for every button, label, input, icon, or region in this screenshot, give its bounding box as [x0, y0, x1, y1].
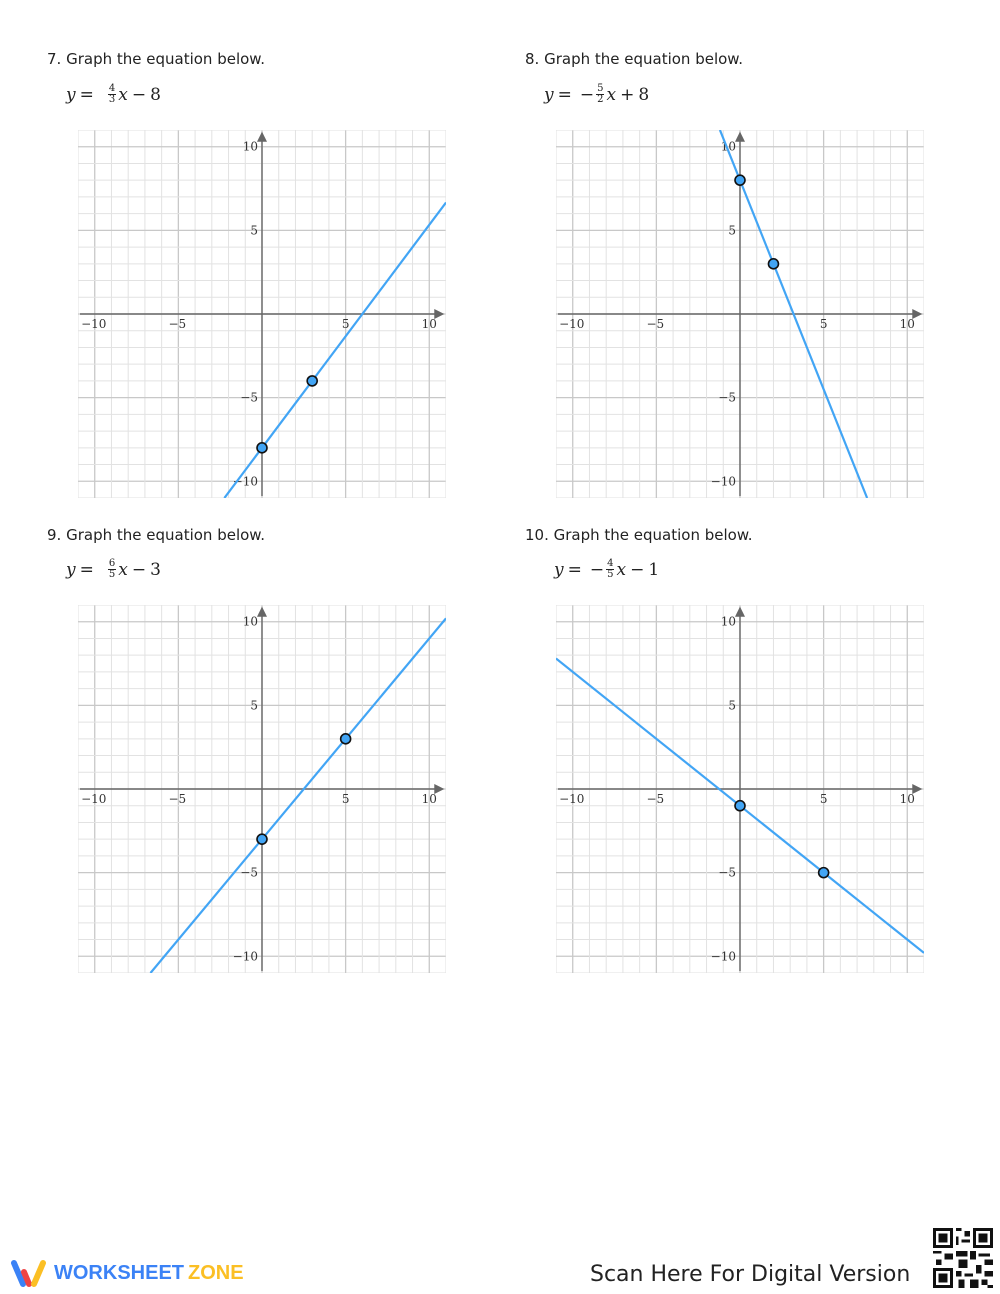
eq-const: 8 [638, 84, 650, 105]
problem-10-title [525, 526, 753, 544]
y-tick-label: 5 [728, 223, 736, 238]
y-tick-label: 10 [242, 139, 258, 154]
x-tick-label: −5 [168, 792, 187, 806]
eq-op: − [630, 559, 645, 580]
plotted-point [341, 734, 351, 744]
graph-7[interactable] [78, 130, 446, 498]
eq-lhs: y [554, 559, 564, 580]
eq-equals: = [567, 559, 582, 580]
eq-fraction: $\frac{4}{3}$ [108, 83, 116, 105]
x-tick-label: −5 [646, 792, 665, 806]
y-tick-label: −10 [710, 949, 736, 964]
eq-const: 3 [150, 559, 161, 580]
scan-text: Scan Here For Digital Version [590, 1262, 911, 1287]
eq-fraction: $\frac{4}{5}$ [607, 558, 614, 580]
eq-const: 1 [648, 559, 660, 580]
y-tick-label: 10 [720, 139, 736, 154]
problem-instruction: Graph the equation below. [544, 50, 743, 68]
problem-instruction: Graph the equation below. [66, 50, 265, 68]
x-tick-label: 10 [899, 317, 915, 331]
y-axis-arrow-icon [257, 132, 267, 142]
x-tick-label: 5 [341, 792, 350, 806]
y-tick-label: 5 [728, 698, 736, 713]
plotted-point [257, 443, 267, 453]
plotted-point [307, 376, 317, 386]
eq-const: 8 [150, 84, 161, 105]
plotted-point [819, 868, 829, 878]
eq-var: x [616, 559, 627, 580]
y-tick-label: 5 [250, 698, 258, 713]
y-tick-label: −5 [240, 865, 258, 880]
x-tick-label: 10 [421, 317, 437, 331]
eq-equals: = [79, 559, 94, 580]
x-tick-label: 10 [421, 792, 437, 806]
problem-number: 8. [525, 50, 540, 68]
plotted-point [735, 175, 745, 185]
y-tick-label: −10 [232, 949, 258, 964]
problem-number: 10. [525, 526, 549, 544]
y-tick-label: −10 [232, 474, 258, 489]
eq-op: − [131, 84, 147, 105]
plotted-point [735, 801, 745, 811]
x-tick-label: −5 [646, 317, 665, 331]
problem-8-title [525, 50, 743, 68]
y-tick-label: 10 [242, 614, 258, 629]
eq-fraction: $\frac{5}{2}$ [597, 83, 604, 105]
x-tick-label: −10 [81, 317, 107, 331]
eq-sign: − [589, 559, 605, 580]
x-tick-label: 5 [819, 792, 828, 806]
qr-code-icon[interactable] [933, 1228, 993, 1288]
graph-9[interactable] [78, 605, 446, 973]
worksheet-zone-logo [10, 1258, 244, 1288]
problem-9-title [47, 526, 265, 544]
problem-7-title [47, 50, 265, 68]
logo-w-icon [10, 1258, 48, 1288]
graph-10[interactable] [556, 605, 924, 973]
problem-7-equation [66, 84, 161, 105]
eq-lhs: y [544, 84, 554, 105]
problem-instruction: Graph the equation below. [66, 526, 265, 544]
problem-10-equation [554, 559, 659, 580]
x-tick-label: 10 [899, 792, 915, 806]
problem-9-equation [66, 559, 161, 580]
graph-8[interactable] [556, 130, 924, 498]
plotted-point [257, 834, 267, 844]
y-tick-label: −5 [240, 390, 258, 405]
x-tick-label: 5 [341, 317, 350, 331]
eq-equals: = [79, 84, 94, 105]
brand-zone: ZONE [188, 1261, 244, 1284]
y-axis-arrow-icon [735, 607, 745, 617]
y-tick-label: 5 [250, 223, 258, 238]
plotted-point [768, 259, 778, 269]
problem-number: 9. [47, 526, 62, 544]
eq-sign: − [579, 84, 595, 105]
y-axis-arrow-icon [257, 607, 267, 617]
x-tick-label: 5 [819, 317, 828, 331]
eq-var: x [606, 84, 617, 105]
brand-worksheet: WORKSHEET [54, 1261, 184, 1284]
x-tick-label: −10 [559, 317, 585, 331]
y-tick-label: −5 [718, 865, 736, 880]
x-tick-label: −10 [81, 792, 107, 806]
x-tick-label: −5 [168, 317, 187, 331]
problem-instruction: Graph the equation below. [553, 526, 753, 544]
eq-lhs: y [66, 84, 76, 105]
eq-fraction: $\frac{6}{5}$ [108, 558, 116, 580]
y-tick-label: 10 [720, 614, 736, 629]
eq-var: x [118, 84, 128, 105]
y-tick-label: −10 [710, 474, 736, 489]
problem-8-equation [544, 84, 649, 105]
eq-op: − [131, 559, 147, 580]
problem-number: 7. [47, 50, 62, 68]
eq-lhs: y [66, 559, 76, 580]
y-axis-arrow-icon [735, 132, 745, 142]
eq-var: x [118, 559, 128, 580]
eq-equals: = [557, 84, 572, 105]
eq-op: + [620, 84, 635, 105]
x-tick-label: −10 [559, 792, 585, 806]
y-tick-label: −5 [718, 390, 736, 405]
